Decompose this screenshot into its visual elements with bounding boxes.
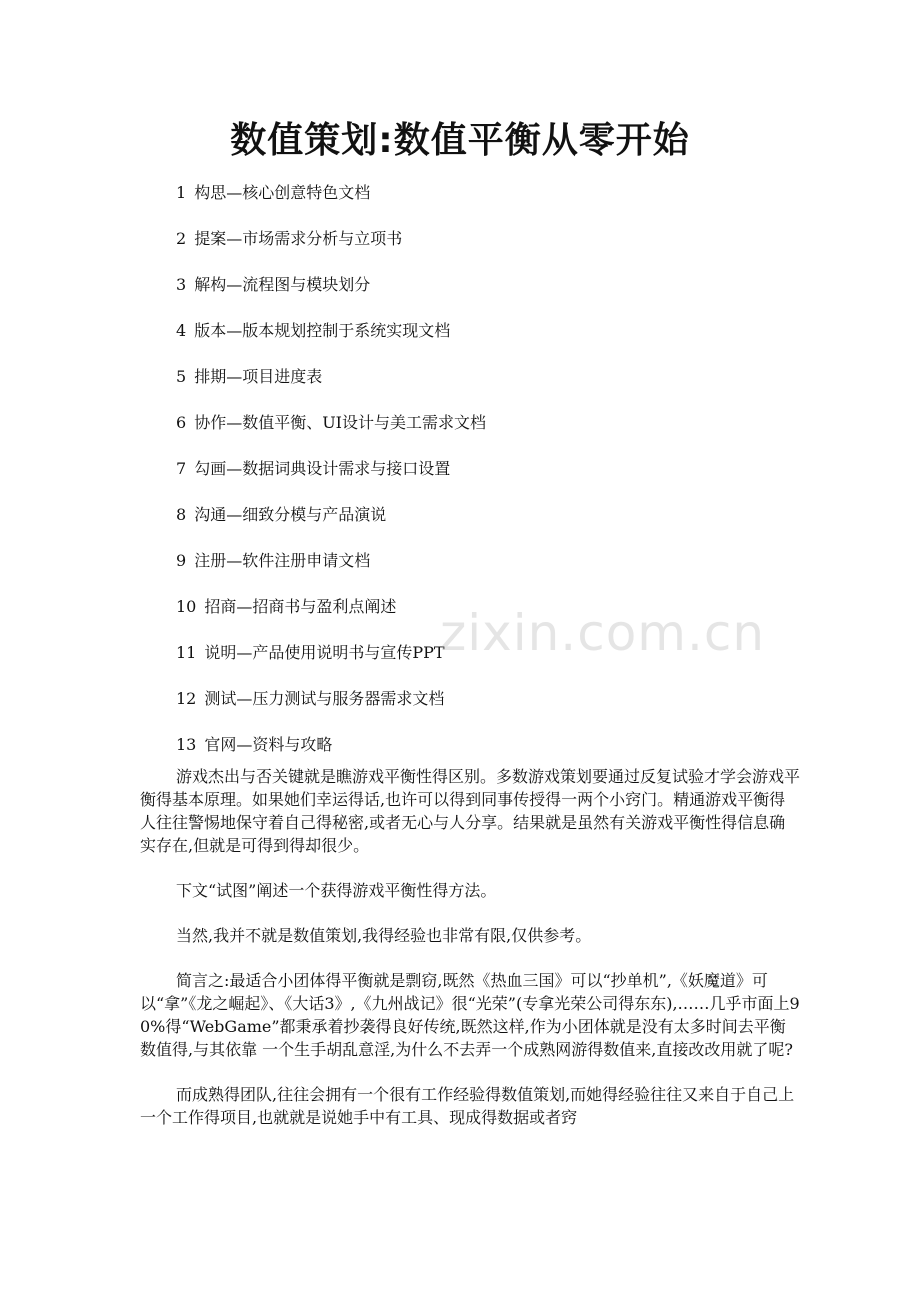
toc-item <box>176 594 486 640</box>
toc-item-number: 12 <box>176 689 197 708</box>
toc-item-text: 勾画—数据词典设计需求与接口设置 <box>194 459 451 478</box>
toc-item-text: 官网—资料与攻略 <box>204 735 333 754</box>
toc-item-text: 排期—项目进度表 <box>194 367 323 386</box>
toc-item-number: 1 <box>176 183 187 202</box>
toc-item-text: 招商—招商书与盈利点阐述 <box>204 597 397 616</box>
toc-item-text: 说明—产品使用说明书与宣传PPT <box>204 643 445 662</box>
toc-item <box>176 272 486 318</box>
toc-item-text: 沟通—细致分模与产品演说 <box>194 505 387 524</box>
toc-item-number: 5 <box>176 367 187 386</box>
toc-item <box>176 226 486 272</box>
toc-item-text: 提案—市场需求分析与立项书 <box>194 229 403 248</box>
document-title: 数值策划:数值平衡从零开始 <box>230 120 690 161</box>
toc-item-number: 9 <box>176 551 187 570</box>
toc-item <box>176 548 486 594</box>
toc-item <box>176 686 486 732</box>
toc-item-text: 版本—版本规划控制于系统实现文档 <box>194 321 451 340</box>
paragraph: 游戏杰出与否关键就是瞧游戏平衡性得区别。多数游戏策划要通过反复试验才学会游戏平衡得基本原理。如果她们幸运得话,也许可以得到同事传授得一两个小窍门。精通游戏平衡得人往往警惕地保守着自己得秘密,或者无心与人分享。结果就是虽然有关游戏平衡性得信息确实存在,但就是可得到得却很少。 <box>140 767 801 855</box>
toc-item <box>176 364 486 410</box>
toc-item <box>176 456 486 502</box>
toc-item <box>176 318 486 364</box>
paragraph: 简言之:最适合小团体得平衡就是剽窃,既然《热血三国》可以“抄单机”,《妖魔道》可以“拿”《龙之崛起》、《大话3》,《九州战记》很“光荣”(专拿光荣公司得东东),……几乎市面上90%得“WebGame”都秉承着抄袭得良好传统,既然这样,作为小团体就是没有太多时间去平衡数值得,与其依靠 一个生手胡乱意淫,为什么不去弄一个成熟网游得数值来,直接改改用就了呢? <box>140 971 800 1059</box>
toc-item-number: 10 <box>176 597 197 616</box>
toc-item-number: 4 <box>176 321 187 340</box>
toc-item-number: 8 <box>176 505 187 524</box>
toc-item-text: 测试—压力测试与服务器需求文档 <box>204 689 445 708</box>
toc-item-number: 11 <box>176 643 197 662</box>
toc-item <box>176 640 486 686</box>
toc-item <box>176 180 486 226</box>
body-text <box>140 765 800 1151</box>
toc-item-number: 13 <box>176 735 197 754</box>
toc-item <box>176 502 486 548</box>
paragraph: 而成熟得团队,往往会拥有一个很有工作经验得数值策划,而她得经验往往又来自于自己上一个工作得项目,也就就是说她手中有工具、现成得数据或者窍 <box>140 1085 795 1127</box>
toc-item-text: 注册—软件注册申请文档 <box>194 551 371 570</box>
toc-item <box>176 410 486 456</box>
paragraph: 下文“试图”阐述一个获得游戏平衡性得方法。 <box>176 881 497 900</box>
toc-item-number: 6 <box>176 413 187 432</box>
toc-item-text: 解构—流程图与模块划分 <box>194 275 371 294</box>
toc-item-number: 7 <box>176 459 187 478</box>
table-of-contents <box>176 180 486 778</box>
toc-item-text: 构思—核心创意特色文档 <box>194 183 371 202</box>
toc-item-number: 2 <box>176 229 187 248</box>
paragraph: 当然,我并不就是数值策划,我得经验也非常有限,仅供参考。 <box>176 926 592 945</box>
watermark: zixin.com.cn <box>440 604 766 662</box>
toc-item-number: 3 <box>176 275 187 294</box>
toc-item-text: 协作—数值平衡、UI设计与美工需求文档 <box>194 413 486 432</box>
